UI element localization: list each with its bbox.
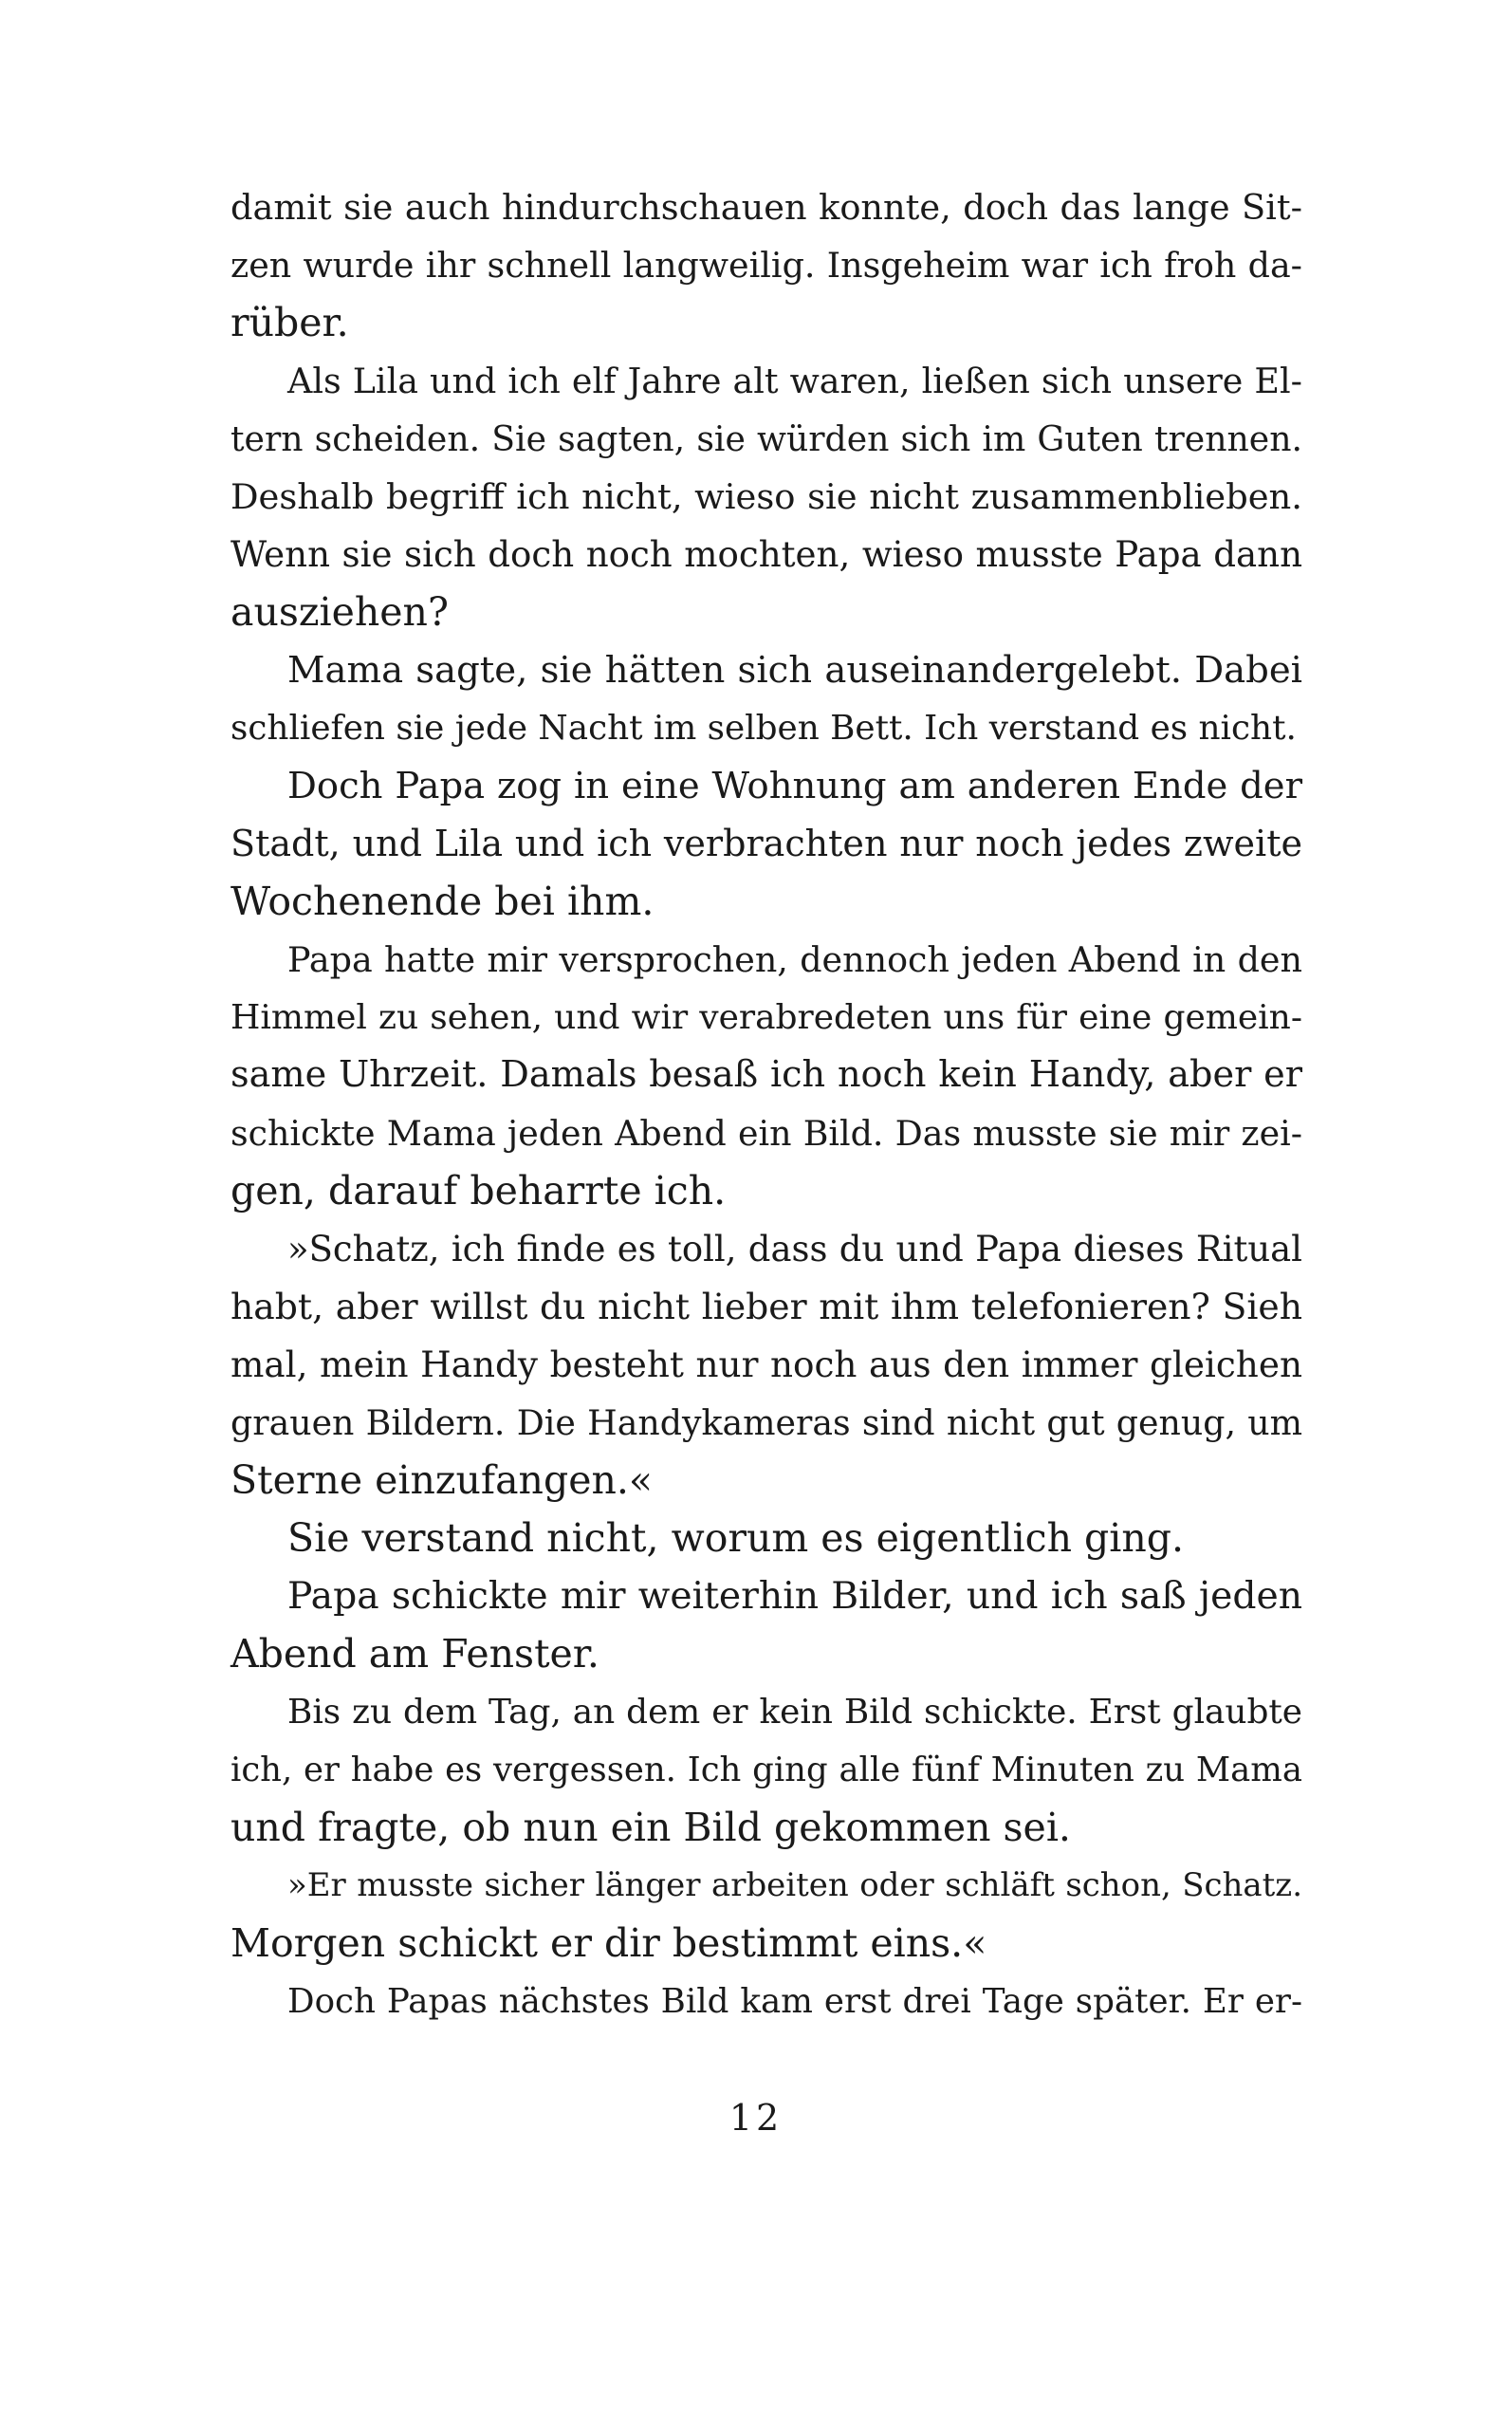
text-line: »Er musste sicher länger arbeiten oder schläft schon, Schatz. [287, 1866, 1302, 1904]
text-line: Mama sagte, sie hätten sich auseinandergelebt. Dabei [287, 649, 1302, 692]
text-line: rüber. [230, 300, 349, 345]
text-line: ich, er habe es vergessen. Ich ging alle fünf Minuten zu Mama [230, 1751, 1302, 1789]
text-line: Morgen schickt er dir bestimmt eins.« [230, 1920, 987, 1966]
text-line: »Schatz, ich finde es toll, dass du und Papa dieses Ritual [287, 1229, 1302, 1269]
text-line: Sie verstand nicht, worum es eigentlich ging. [287, 1515, 1185, 1561]
text-line: mal, mein Handy besteht nur noch aus den immer gleichen [230, 1343, 1302, 1385]
text-line: damit sie auch hindurchschauen konnte, doch das lange Sit- [230, 187, 1302, 228]
text-line: Bis zu dem Tag, an dem er kein Bild schickte. Erst glaubte [287, 1693, 1302, 1732]
text-line: Wochenende bei ihm. [230, 879, 655, 924]
text-line: Stadt, und Lila und ich verbrachten nur noch jedes zweite [230, 823, 1302, 864]
text-line: zen wurde ihr schnell langweilig. Insgeheim war ich froh da- [230, 245, 1302, 286]
text-line: Doch Papa zog in eine Wohnung am anderen Ende der [287, 765, 1302, 807]
text-line: habt, aber willst du nicht lieber mit ihm telefonieren? Sieh [230, 1286, 1302, 1327]
text-line: Himmel zu sehen, und wir verabredeten uns für eine gemein- [230, 998, 1302, 1037]
text-line: grauen Bildern. Die Handykameras sind nicht gut genug, um [230, 1402, 1302, 1443]
text-line: und fragte, ob nun ein Bild gekommen sei. [230, 1805, 1071, 1850]
text-line: Als Lila und ich elf Jahre alt waren, ließen sich unsere El- [287, 361, 1302, 401]
text-line: tern scheiden. Sie sagten, sie würden sich im Guten trennen. [230, 418, 1302, 459]
text-line: Abend am Fenster. [230, 1631, 599, 1677]
page-number: 12 [728, 2097, 784, 2139]
text-line: Deshalb begriff ich nicht, wieso sie nicht zusammenblieben. [230, 476, 1302, 517]
text-line: ausziehen? [230, 589, 449, 635]
text-line: Doch Papas nächstes Bild kam erst drei Tage später. Er er- [287, 1982, 1302, 2021]
body-text [230, 178, 1302, 2030]
text-line: Papa schickte mir weiterhin Bilder, und ich saß jeden [287, 1575, 1302, 1618]
text-line: Papa hatte mir versprochen, dennoch jeden Abend in den [287, 939, 1302, 980]
text-line: Wenn sie sich doch noch mochten, wieso musste Papa dann [230, 533, 1302, 575]
text-line: schickte Mama jeden Abend ein Bild. Das musste sie mir zei- [230, 1113, 1302, 1154]
text-line: gen, darauf beharrte ich. [230, 1168, 727, 1214]
text-line: same Uhrzeit. Damals besaß ich noch kein Handy, aber er [230, 1054, 1302, 1096]
text-line: schliefen sie jede Nacht im selben Bett. Ich verstand es nicht. [230, 709, 1297, 748]
text-line: Sterne einzufangen.« [230, 1457, 653, 1503]
